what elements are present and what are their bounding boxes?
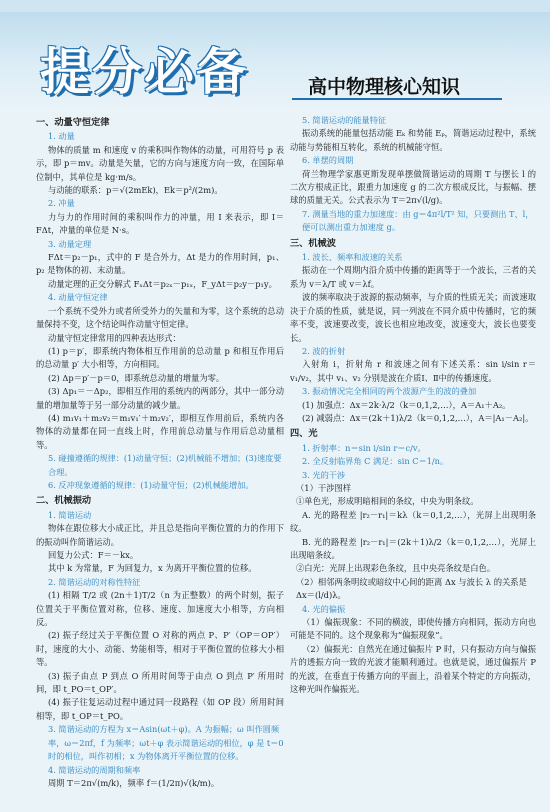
paragraph: 周期 T＝2π√(m/k)，频率 f＝(1/2π)√(k/m)。 xyxy=(48,777,220,788)
subsection-heading: 6. 反冲现象遵循的规律：(1)动量守恒；(2)机械能增加。 xyxy=(48,479,254,490)
subsection-heading: 6. 单摆的周期 xyxy=(302,155,354,166)
subsection-heading: 1. 折射率：n＝sin i/sin r＝c/v。 xyxy=(302,442,426,453)
section-heading: 一、动量守恒定律 xyxy=(36,117,110,128)
paragraph: 物体在跟位移大小成正比，并且总是指向平衡位置的力的作用下的振动叫作简谐运动。 xyxy=(36,523,284,547)
paragraph: FΔt＝p₂－p₁，式中的 F 是合外力，Δt 是力的作用时间，p₁、p₂ 是物体的初、末动量。 xyxy=(36,252,284,276)
section-heading: 二、机械振动 xyxy=(36,495,92,507)
paragraph: （2）偏振光：自然光在通过偏振片 P 时，只有振动方向与偏振片的透振方向一致的光波才能顺利通过。也就是说，通过偏振片 P 的光波，在垂直于传播方向的平面上，沿着某个特定的方向振动，这种光叫作偏振光。 xyxy=(290,643,536,695)
subsection-heading: 3. 光的干涉 xyxy=(302,469,346,480)
paragraph: (3) 振子由点 P 到点 O 所用时间等于由点 O 到点 P′ 所用时间，即 t_PO＝t_OP′。 xyxy=(36,670,284,695)
paragraph: 物体的质量 m 和速度 v 的乘积叫作物体的动量，可用符号 p 表示，即 p＝mv。动量是矢量，它的方向与速度方向一致，在国际单位制中，其单位是 kg·m/s。 xyxy=(36,144,284,182)
subsection-heading: 3. 简谐运动的方程为 x＝Asin(ωt＋φ)。A 为振幅；ω 叫作圆频率，ω＝2πf，f 为频率；ωt＋φ 表示简谐运动的相位，φ 是 t＝0 时的相位，叫作初相；x 为物体离开平衡位置的位移。 xyxy=(48,724,284,762)
paragraph: (4) m₁v₁＋m₂v₂＝m₁v₁′＋m₂v₂′，即相互作用前后，系统内各物体的动量都在同一直线上时，作用前总动量与作用后总动量相等。 xyxy=(36,412,284,450)
subtitle-underline xyxy=(292,98,502,100)
paragraph: ②白光：光屏上出现彩色条纹，且中央亮条纹是白色。 xyxy=(296,563,496,574)
right-column xyxy=(290,114,536,696)
subsection-heading: 2. 冲量 xyxy=(48,198,75,209)
paragraph: 与动能的联系：p＝√(2mEk)，Ek＝p²/(2m)。 xyxy=(48,185,223,196)
paragraph: 荷兰物理学家惠更斯发现单摆做简谐运动的周期 T 与摆长 l 的二次方根成正比，跟重力加速度 g 的二次方根成反比，与振幅、摆球的质量无关。公式表示为 T＝2π√(l/g)。 xyxy=(290,168,536,206)
header-stripe xyxy=(0,0,550,12)
subsection-heading: 2. 波的折射 xyxy=(302,345,346,356)
paragraph: 动量守恒定律常用的四种表达形式： xyxy=(48,332,181,343)
paragraph: A. 光的路程差 |r₂－r₁|＝kλ（k＝0,1,2,…），光屏上出现明条纹。 xyxy=(290,509,536,534)
paragraph: B. 光的路程差 |r₂－r₁|＝(2k＋1)λ/2（k＝0,1,2,…），光屏上出现暗条纹。 xyxy=(290,536,536,560)
left-column xyxy=(36,114,284,790)
paragraph: 回复力公式：F＝－kx。 xyxy=(48,550,139,560)
section-heading: 四、光 xyxy=(290,428,318,440)
section-heading: 三、机械波 xyxy=(290,237,336,249)
subsection-heading: 4. 简谐运动的周期和频率 xyxy=(48,764,141,775)
paragraph: 其中 k 为常量，F 为回复力，x 为离开平衡位置的位移。 xyxy=(48,563,257,574)
subsection-heading: 1. 波长、频率和波速的关系 xyxy=(302,252,403,263)
subsection-heading: 3. 动量定理 xyxy=(48,238,92,249)
paragraph: 一个系统不受外力或者所受外力的矢量和为零，这个系统的总动量保持不变，这个结论叫作动量守恒定律。 xyxy=(36,305,284,330)
paragraph: (1) p＝p′，即系统内物体相互作用前的总动量 p 和相互作用后的总动量 p′ 大小相等，方向相同。 xyxy=(36,345,284,370)
paragraph: (2) 振子经过关于平衡位置 O 对称的两点 P、P′（OP＝OP′）时，速度的大小、动能、势能相等，相对于平衡位置的位移大小相等。 xyxy=(36,630,284,668)
paragraph: 振动在一个周期内沿介质中传播的距离等于一个波长，三者的关系为 v＝λ/T 或 v＝λf。 xyxy=(290,265,536,289)
paragraph: （1）偏振现象：不同的横波，即使传播方向相同，振动方向也可能是不同的。这个现象称为“偏振现象”。 xyxy=(290,617,536,641)
subsection-heading: 5. 简谐运动的能量特征 xyxy=(302,115,387,125)
paragraph: 动量定理的正交分解式 FₓΔt＝p₂ₓ－p₁ₓ，F_yΔt＝p₂y－p₁y。 xyxy=(48,278,277,289)
paragraph: (3) Δp₁＝－Δp₂，即相互作用的系统内的两部分，其中一部分动量的增加量等于另一部分动量的减少量。 xyxy=(36,386,284,410)
paragraph: (1) 加强点：Δx＝2k·λ/2（k＝0,1,2,…），A＝A₁＋A₂。 xyxy=(302,399,511,410)
subsection-heading: 1. 动量 xyxy=(48,131,75,142)
page-subtitle: 高中物理核心知识 xyxy=(308,76,461,98)
subsection-heading: 1. 简谐运动 xyxy=(48,509,92,520)
paragraph: 振动系统的能量包括动能 Eₖ 和势能 Eₚ，简谐运动过程中，系统动能与势能相互转化，系统的机械能守恒。 xyxy=(290,128,536,152)
paragraph: 力与力的作用时间的乘积叫作力的冲量，用 I 来表示，即 I＝FΔt，冲量的单位是 N·s。 xyxy=(36,211,284,236)
subsection-heading: 4. 动量守恒定律 xyxy=(48,292,108,303)
paragraph: 波的频率取决于波源的振动频率，与介质的性质无关；而波速取决于介质的性质，就是说，同一列波在不同介质中传播时，它的频率不变，波速要改变，波长也相应地改变，波速变大，波长也要变长。 xyxy=(290,292,536,343)
badge-title: 提分必备 xyxy=(40,43,248,101)
subsection-heading: 3. 振动情况完全相同的两个波源产生的波的叠加 xyxy=(302,386,477,397)
paragraph: (1) 相隔 T/2 或 (2n＋1)T/2（n 为正整数）的两个时刻，振子位置关于平衡位置对称，位移、速度、加速度大小相等，方向相反。 xyxy=(36,590,284,628)
paragraph: (4) 振子往复运动过程中通过同一段路程（如 OP 段）所用时间相等，即 t_OP＝t_PO。 xyxy=(36,697,284,721)
subsection-heading: 2. 全反射临界角 C 满足：sin C＝1/n。 xyxy=(302,456,449,467)
subsection-heading: 7. 测量当地的重力加速度：由 g＝4π²l/T² 知，只要测出 T、l，便可以测出重力加速度 g。 xyxy=(302,208,534,233)
subsection-heading: 4. 光的偏振 xyxy=(302,603,346,614)
paragraph: 入射角 i，折射角 r 和波速之间有下述关系：sin i/sin r＝v₁/v₂，其中 v₁、v₂ 分别是波在介质Ⅰ、Ⅱ中的传播速度。 xyxy=(290,359,536,383)
paragraph: (2) Δp＝p′－p＝0，即系统总动量的增量为零。 xyxy=(48,372,225,383)
paragraph: （1）干涉图样 xyxy=(296,482,352,493)
subsection-heading: 5. 碰撞遵循的规律：(1)动量守恒；(2)机械能不增加；(3)速度要合理。 xyxy=(48,453,282,477)
paragraph: ①单色光，形成明暗相间的条纹，中央为明条纹。 xyxy=(296,496,479,507)
paragraph: (2) 减弱点：Δx＝(2k＋1)λ/2（k＝0,1,2,…），A＝|A₁－A₂|。 xyxy=(302,412,534,423)
paragraph: （2）相邻两条明纹或暗纹中心间的距离 Δx 与波长 λ 的关系是 Δx＝(l/d)λ。 xyxy=(296,576,527,601)
subsection-heading: 2. 简谐运动的对称性特征 xyxy=(48,576,141,587)
header-banner xyxy=(0,0,550,108)
